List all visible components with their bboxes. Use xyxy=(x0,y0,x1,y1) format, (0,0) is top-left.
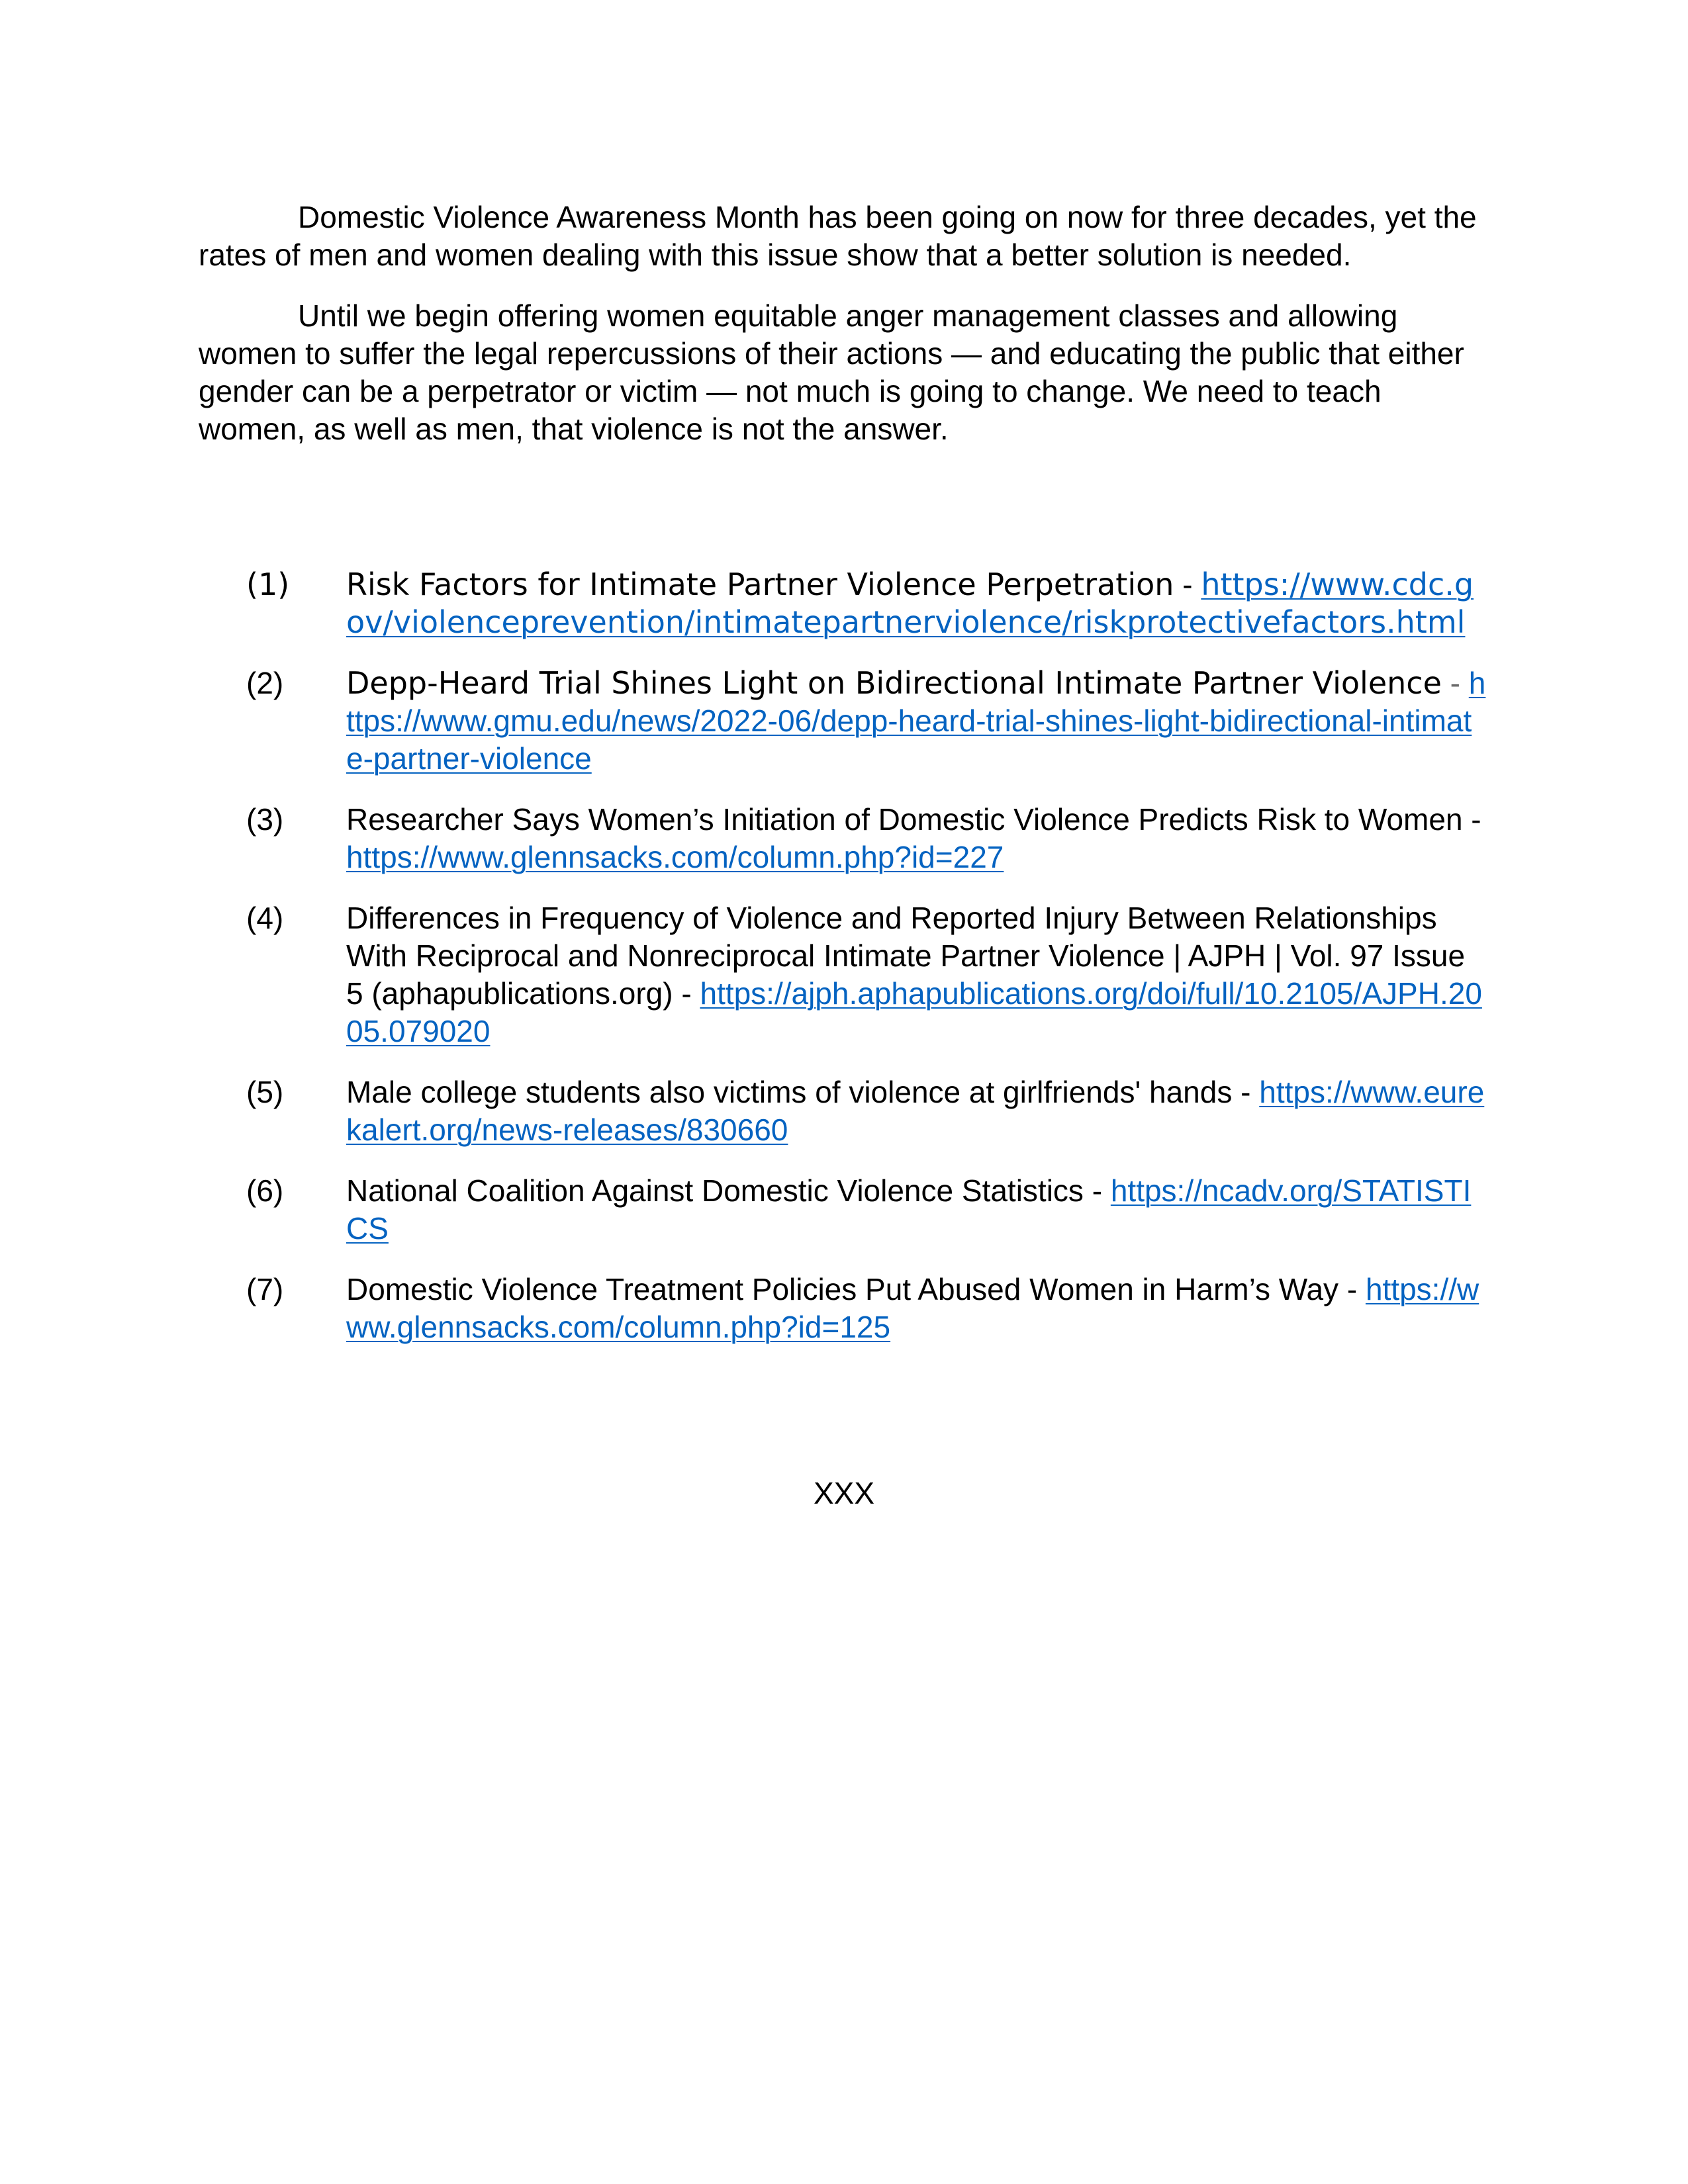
reference-item xyxy=(199,899,1486,1050)
reference-title: National Coalition Against Domestic Violence Statistics xyxy=(346,1173,1084,1208)
reference-item xyxy=(199,1172,1486,1248)
end-mark: XXX xyxy=(813,1476,875,1510)
reference-title: Researcher Says Women’s Initiation of Domestic Violence Predicts Risk to Women xyxy=(346,802,1463,837)
reference-number: (3) xyxy=(246,802,284,837)
reference-separator: - xyxy=(1441,666,1469,700)
reference-separator: - xyxy=(1462,802,1481,837)
reference-title: Male college students also victims of violence at girlfriends' hands xyxy=(346,1075,1233,1109)
paragraph: Until we begin offering women equitable anger management classes and allowing women to suffer the legal repercussions of their actions — and educating the public that either gender can be a perpetrator or victim — not much is going to change. We need to teach women, as well as men, that violence is not the answer. xyxy=(199,298,1464,446)
reference-link[interactable]: https://www.glennsacks.com/column.php?id=227 xyxy=(346,840,1004,874)
reference-link[interactable]: https://ncadv.org/STATISTICS xyxy=(346,1173,1472,1246)
reference-title: Differences in Frequency of Violence and Reported Injury Between Relationships With Reciprocal and Nonreciprocal Intimate Partner Violence | AJPH | Vol. 97 Issue 5 (aphapublications.org) xyxy=(346,901,1466,1011)
reference-item xyxy=(199,1271,1486,1346)
reference-item xyxy=(199,664,1486,778)
reference-item xyxy=(199,801,1486,876)
reference-number: (4) xyxy=(246,901,284,935)
reference-number: (5) xyxy=(246,1075,284,1109)
reference-number: (7) xyxy=(246,1272,284,1306)
reference-link[interactable]: https://www.gmu.edu/news/2022-06/depp-heard-trial-shines-light-bidirectional-intimate-partner-violence xyxy=(346,666,1486,776)
reference-link[interactable]: https://www.eurekalert.org/news-releases/830660 xyxy=(346,1075,1485,1147)
reference-number: (6) xyxy=(246,1173,284,1208)
reference-separator: - xyxy=(1232,1075,1260,1109)
reference-link[interactable]: https://ajph.aphapublications.org/doi/full/10.2105/AJPH.2005.079020 xyxy=(346,976,1482,1048)
reference-separator: - xyxy=(1338,1272,1366,1306)
reference-title: Depp-Heard Trial Shines Light on Bidirectional Intimate Partner Violence xyxy=(346,665,1442,701)
reference-separator: - xyxy=(673,976,700,1011)
reference-title: Risk Factors for Intimate Partner Violence Perpetration xyxy=(346,567,1174,602)
reference-link[interactable]: https://www.glennsacks.com/column.php?id=125 xyxy=(346,1272,1479,1344)
reference-link[interactable]: https://www.cdc.gov/violenceprevention/intimatepartnerviolence/riskprotectivefactors.html xyxy=(346,567,1474,640)
reference-item xyxy=(199,566,1486,641)
reference-list xyxy=(199,566,1486,1369)
reference-title: Domestic Violence Treatment Policies Put Abused Women in Harm’s Way xyxy=(346,1272,1339,1306)
reference-number: (2) xyxy=(246,666,284,700)
reference-separator: - xyxy=(1174,567,1201,602)
body-text xyxy=(199,199,1483,471)
reference-separator: - xyxy=(1083,1173,1111,1208)
reference-item xyxy=(199,1073,1486,1149)
reference-number: (1) xyxy=(246,567,290,602)
paragraph: Domestic Violence Awareness Month has been going on now for three decades, yet the rates of men and women dealing with this issue show that a better solution is needed. xyxy=(199,200,1477,272)
